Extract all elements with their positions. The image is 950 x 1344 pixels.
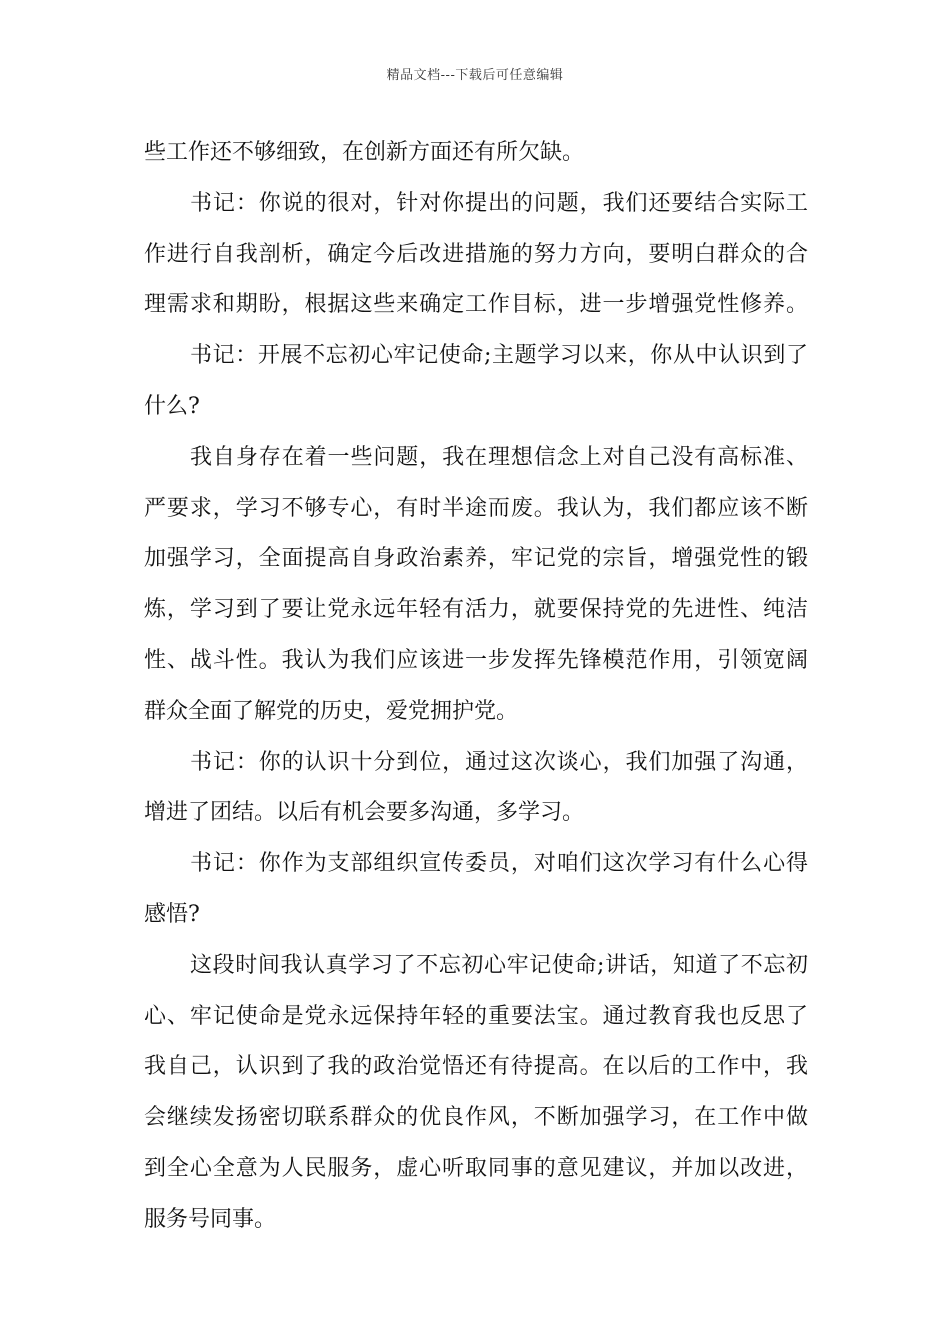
text-line: 加强学习，全面提高自身政治素养，牢记党的宗旨，增强党性的锻 bbox=[144, 546, 808, 572]
text-line: 书记：你作为支部组织宣传委员，对咱们这次学习有什么心得 bbox=[190, 851, 808, 877]
text-line: 作进行自我剖析，确定今后改进措施的努力方向，要明白群众的合 bbox=[144, 241, 808, 267]
text-line: 感悟? bbox=[144, 901, 200, 927]
text-line: 我自己，认识到了我的政治觉悟还有待提高。在以后的工作中，我 bbox=[144, 1054, 808, 1080]
text-line: 性、战斗性。我认为我们应该进一步发挥先锋模范作用，引领宽阔 bbox=[144, 647, 808, 673]
page-header: 精品文档---下载后可任意编辑 bbox=[386, 68, 564, 83]
text-line: 炼，学习到了要让党永远年轻有活力，就要保持党的先进性、纯洁 bbox=[144, 597, 808, 623]
text-line: 书记：你的认识十分到位，通过这次谈心，我们加强了沟通， bbox=[190, 749, 808, 775]
text-line: 些工作还不够细致，在创新方面还有所欠缺。 bbox=[144, 140, 585, 165]
document-body bbox=[144, 128, 808, 1246]
text-line: 书记：开展不忘初心牢记使命;主题学习以来，你从中认识到了 bbox=[190, 343, 808, 369]
text-line: 这段时间我认真学习了不忘初心牢记使命;讲话，知道了不忘初 bbox=[190, 952, 808, 978]
text-line: 增进了团结。以后有机会要多沟通，多学习。 bbox=[144, 800, 585, 826]
text-line: 群众全面了解党的历史，爱党拥护党。 bbox=[144, 698, 519, 724]
text-line: 会继续发扬密切联系群众的优良作风，不断加强学习，在工作中做 bbox=[144, 1105, 808, 1131]
text-line: 严要求，学习不够专心，有时半途而废。我认为，我们都应该不断 bbox=[144, 495, 808, 521]
text-line: 服务号同事。 bbox=[144, 1206, 277, 1232]
text-line: 到全心全意为人民服务，虚心听取同事的意见建议，并加以改进， bbox=[144, 1155, 808, 1181]
text-line: 什么? bbox=[144, 393, 200, 419]
text-line: 理需求和期盼，根据这些来确定工作目标，进一步增强党性修养。 bbox=[144, 292, 808, 318]
text-line: 心、牢记使命是党永远保持年轻的重要法宝。通过教育我也反思了 bbox=[144, 1003, 808, 1029]
text-line: 书记：你说的很对，针对你提出的问题，我们还要结合实际工 bbox=[190, 190, 808, 216]
text-line: 我自身存在着一些问题，我在理想信念上对自己没有高标准、 bbox=[190, 444, 808, 470]
